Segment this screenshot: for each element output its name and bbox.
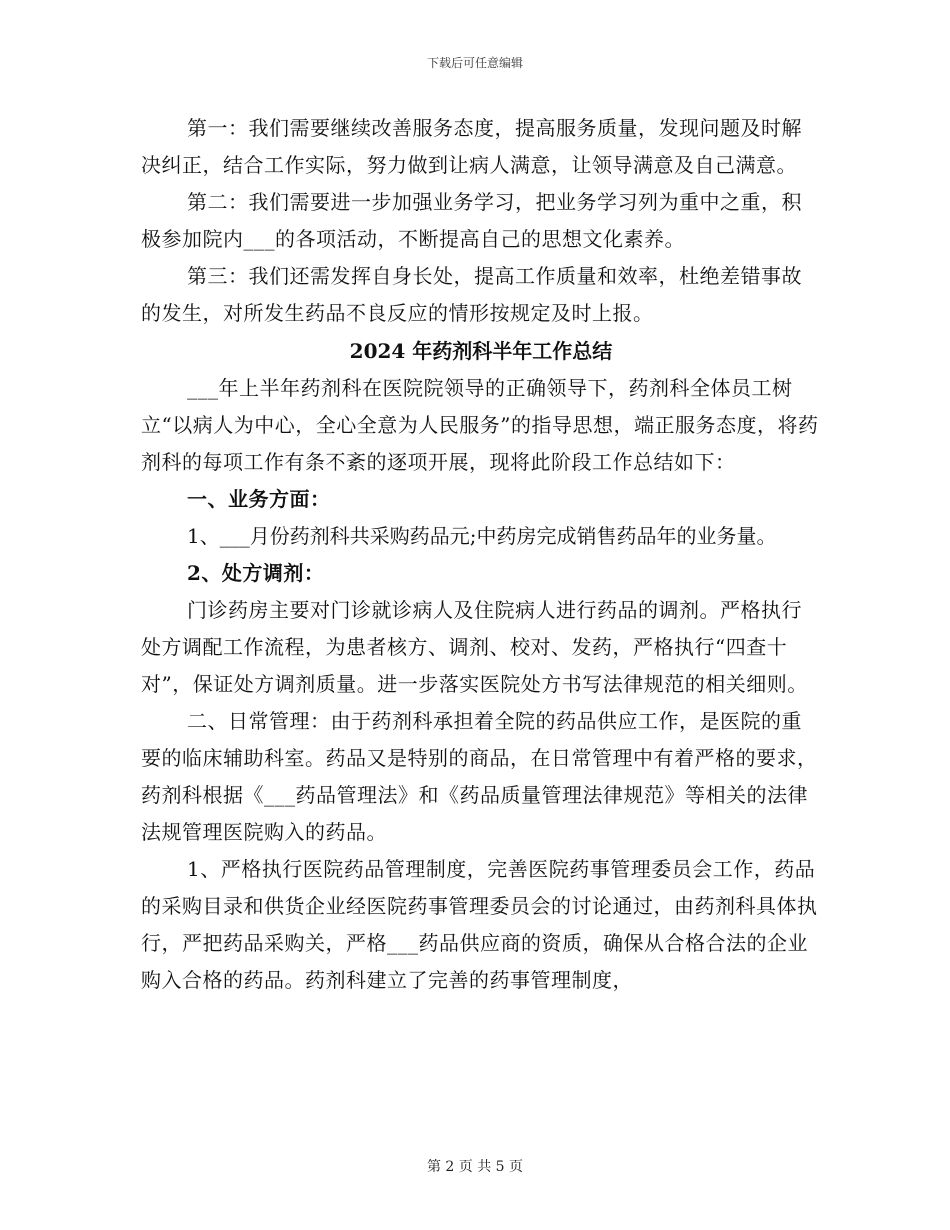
page-header: 下载后可任意编辑: [426, 56, 523, 70]
paragraph-2: 第二：我们需要进一步加强业务学习，把业务学习列为重中之重，积极参加院内___的各项活动，不断提高自己的思想文化素养。: [141, 190, 802, 251]
paragraph-3: 第三：我们还需发挥自身长处，提高工作质量和效率，杜绝差错事故的发生，对所发生药品不良反应的情形按规定及时上报。: [141, 264, 802, 325]
page-footer: 第 2 页 共 5 页: [426, 1159, 524, 1175]
paragraph-7: 二、日常管理：由于药剂科承担着全院的药品供应工作，是医院的重要的临床辅助科室。药品又是特别的商品，在日常管理中有着严格的要求，药剂科根据《___药品管理法》和《药品质量管理法律规范》等相关的法律法规管理医院购入的药品。: [141, 709, 818, 844]
paragraph-5: 1、___月份药剂科共采购药品元;中药房完成销售药品年的业务量。: [187, 524, 777, 548]
section-heading-prescription: 2、处方调剂：: [187, 561, 325, 585]
section-heading-business: 一、业务方面：: [187, 487, 331, 511]
document-body: [141, 110, 821, 999]
paragraph-6: 门诊药房主要对门诊就诊病人及住院病人进行药品的调剂。严格执行处方调配工作流程，为患者核方、调剂、校对、发药，严格执行“四查十对”，保证处方调剂质量。进一步落实医院处方书写法律规范的相关细则。: [141, 598, 808, 696]
paragraph-8: 1、严格执行医院药品管理制度，完善医院药事管理委员会工作，药品的采购目录和供货企业经医院药事管理委员会的讨论通过，由药剂科具体执行，严把药品采购关，严格___药品供应商的资质，确保从合格合法的企业购入合格的药品。药剂科建立了完善的药事管理制度，: [141, 857, 818, 992]
paragraph-1: 第一：我们需要继续改善服务态度，提高服务质量，发现问题及时解决纠正，结合工作实际，努力做到让病人满意，让领导满意及自己满意。: [141, 116, 802, 177]
document-title: 2024 年药剂科半年工作总结: [349, 339, 613, 363]
paragraph-4: ___年上半年药剂科在医院院领导的正确领导下，药剂科全体员工树立“以病人为中心，全心全意为人民服务”的指导思想，端正服务态度，将药剂科的每项工作有条不紊的逐项开展，现将此阶段工作总结如下：: [141, 376, 819, 474]
